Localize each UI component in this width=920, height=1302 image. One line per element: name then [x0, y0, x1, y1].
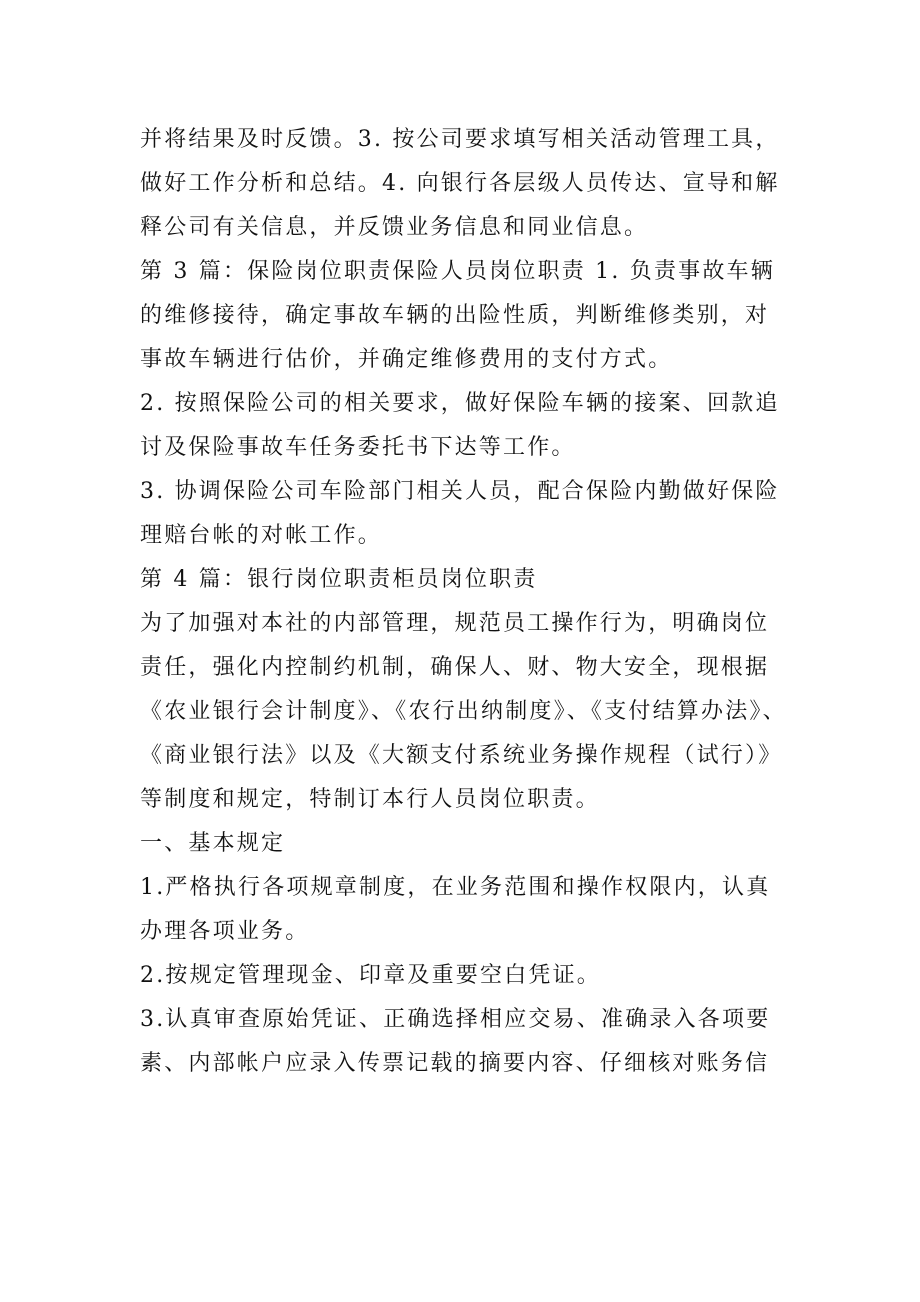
text-line: 并将结果及时反馈。3. 按公司要求填写相关活动管理工具，	[140, 127, 780, 152]
text-line: 责任，强化内控制约机制，确保人、财、物大安全，现根据	[140, 655, 770, 680]
text-line: 做好工作分析和总结。4. 向银行各层级人员传达、宣导和解	[140, 171, 780, 196]
section-heading-4: 第 4 篇：银行岗位职责柜员岗位职责	[140, 567, 538, 592]
document-body	[140, 118, 800, 1086]
text-line: 为了加强对本社的内部管理，规范员工操作行为，明确岗位	[140, 611, 770, 636]
text-line: 等制度和规定，特制订本行人员岗位职责。	[140, 787, 600, 812]
text-line: 素、内部帐户应录入传票记载的摘要内容、仔细核对账务信	[140, 1051, 770, 1076]
text-line: 讨及保险事故车任务委托书下达等工作。	[140, 435, 576, 460]
list-item: 3.认真审查原始凭证、正确选择相应交易、准确录入各项要	[140, 1007, 771, 1032]
text-line: 办理各项业务。	[140, 919, 310, 944]
text-line: 释公司有关信息，并反馈业务信息和同业信息。	[140, 215, 649, 240]
list-item: 1.严格执行各项规章制度，在业务范围和操作权限内，认真	[140, 875, 771, 900]
text-line: 的维修接待，确定事故车辆的出险性质，判断维修类别，对	[140, 303, 770, 328]
text-line: 理赔台帐的对帐工作。	[140, 523, 383, 548]
text-line: 《商业银行法》以及《大额支付系统业务操作规程（试行）》	[140, 743, 783, 768]
text-line: 2. 按照保险公司的相关要求，做好保险车辆的接案、回款追	[140, 391, 780, 416]
section-heading-3: 第 3 篇：保险岗位职责保险人员岗位职责 1. 负责事故车辆	[140, 259, 775, 284]
list-item: 2.按规定管理现金、印章及重要空白凭证。	[140, 963, 601, 988]
text-line: 事故车辆进行估价，并确定维修费用的支付方式。	[140, 347, 673, 372]
text-line: 3. 协调保险公司车险部门相关人员，配合保险内勤做好保险	[140, 479, 780, 504]
text-line: 《农业银行会计制度》、《农行出纳制度》、《支付结算办法》、	[140, 699, 787, 724]
subsection-heading: 一、基本规定	[140, 831, 286, 856]
